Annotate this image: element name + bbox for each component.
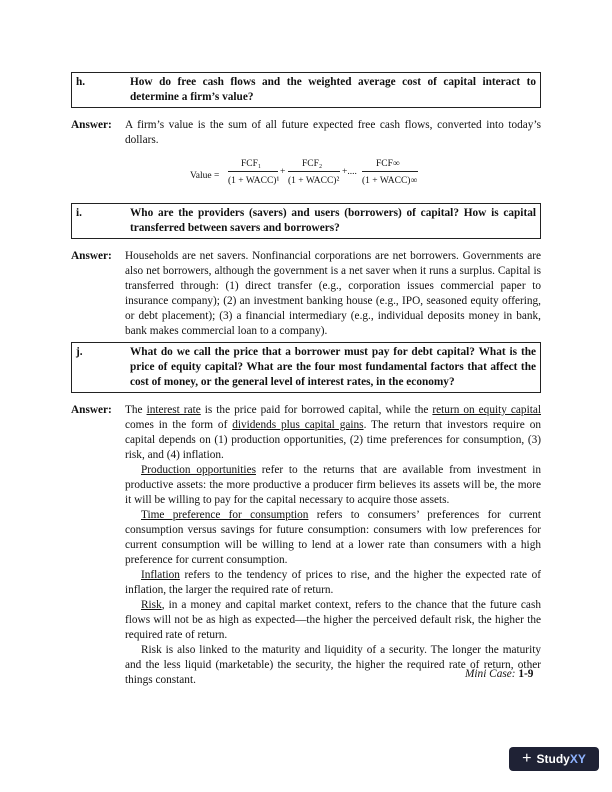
- value-formula: [190, 157, 450, 197]
- question-text: How do free cash flows and the weighted average cost of capital interact to determine a firm’s value?: [130, 76, 536, 103]
- answer-text: [125, 403, 541, 688]
- question-text: What do we call the price that a borrower must pay for debt capital? What is the price of equity capital? What are the four most fundamental factors that affect the cost of money, or the general level of interest rates, in the economy?: [130, 346, 536, 388]
- formula-plus: +: [280, 167, 286, 177]
- question-text: Who are the providers (savers) and users (borrowers) of capital? How is capital transferred between savers and borrowers?: [130, 207, 536, 234]
- question-i: [71, 203, 541, 239]
- answer-paragraph: Production opportunities refer to the returns that are available from investment in productive assets: the more productive a producer firm believes its assets will be, the more it will be willing to pay for the capital necessary to acquire those assets.: [125, 464, 541, 506]
- page-number: 1-9: [518, 668, 534, 680]
- answer-label: Answer:: [71, 119, 112, 131]
- answer-paragraph: The interest rate is the price paid for borrowed capital, while the return on equity capital comes in the form of dividends plus capital gains. The return that investors require on capital depends on (1) production opportunities, (2) time preferences for consumption, (3) risk, and (4) inflation.: [125, 404, 541, 461]
- answer-label: Answer:: [71, 250, 112, 262]
- formula-den-2: (1 + WACC)²: [288, 176, 340, 186]
- question-letter: i.: [76, 207, 82, 219]
- answer-paragraph: Risk is also linked to the maturity and liquidity of a security. The longer the maturity and the less liquid (marketable) the security, the higher the required rate of return, other things constant.: [125, 644, 541, 686]
- answer-j: [71, 403, 541, 688]
- question-letter: j.: [76, 346, 83, 358]
- answer-i: [71, 249, 541, 339]
- plus-icon: +: [522, 750, 532, 767]
- footer-label: Mini Case:: [465, 668, 516, 680]
- formula-lhs: Value =: [190, 171, 220, 181]
- formula-num-1: FCF₁: [241, 159, 262, 169]
- formula-num-2: FCF₂: [302, 159, 323, 169]
- brand-name: StudyXY: [536, 751, 586, 766]
- page-footer: [465, 667, 533, 682]
- formula-den-n: (1 + WACC)∞: [362, 176, 418, 186]
- question-j: [71, 342, 541, 393]
- answer-label: Answer:: [71, 404, 112, 416]
- formula-dots: +....: [342, 167, 357, 177]
- answer-paragraph: Risk, in a money and capital market context, refers to the chance that the future cash flows will not be as high as expected—the higher the perceived default risk, the higher the required rate of return.: [125, 599, 541, 641]
- formula-den-1: (1 + WACC)¹: [228, 176, 280, 186]
- answer-text: A firm’s value is the sum of all future expected free cash flows, converted into today’s dollars.: [125, 119, 541, 146]
- answer-text: Households are net savers. Nonfinancial corporations are net borrowers. Governments are also net borrowers, although the government is a net saver when it runs a surplus. Capital is transferred through: (1) direct transfer (e.g., corporation issues commercial paper to insurance company); (2) an investment banking house (e.g., IPO, seasoned equity offering, or debt placement); (3) a financial intermediary (e.g., individual deposits money in bank, bank makes commercial loan to a company).: [125, 250, 541, 337]
- answer-h: [71, 118, 541, 148]
- question-letter: h.: [76, 76, 86, 88]
- formula-num-n: FCF∞: [376, 159, 400, 169]
- studyxy-badge[interactable]: [509, 747, 599, 771]
- answer-paragraph: Inflation refers to the tendency of prices to rise, and the higher the expected rate of inflation, the larger the required rate of return.: [125, 569, 541, 596]
- answer-paragraph: Time preference for consumption refers to consumers’ preferences for current consumption versus savings for future consumption: consumers with low preferences for current consumption will be willing to lend at a lower rate than consumers with a high preference for current consumption.: [125, 509, 542, 566]
- question-h: [71, 72, 541, 108]
